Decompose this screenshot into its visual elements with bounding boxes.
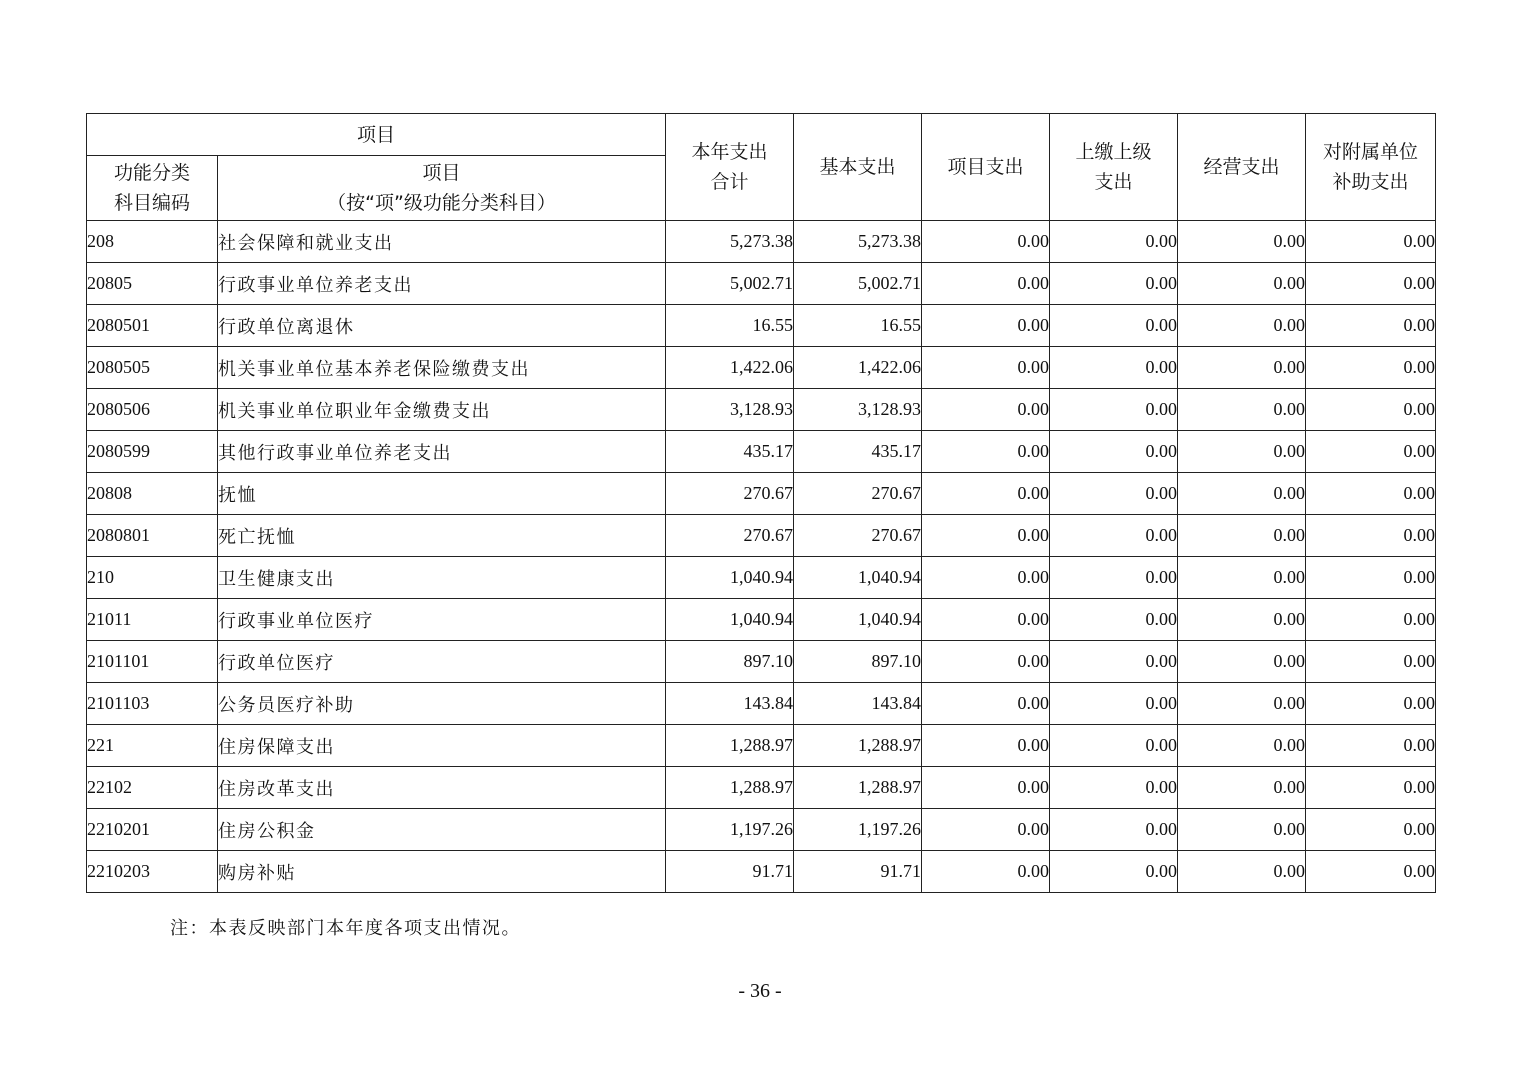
cell-name: 机关事业单位职业年金缴费支出 bbox=[218, 389, 666, 431]
cell-business: 0.00 bbox=[1178, 347, 1306, 389]
cell-subsidy: 0.00 bbox=[1306, 221, 1436, 263]
cell-code: 2210201 bbox=[87, 809, 218, 851]
cell-total: 897.10 bbox=[666, 641, 794, 683]
cell-total: 1,040.94 bbox=[666, 599, 794, 641]
cell-upper: 0.00 bbox=[1050, 767, 1178, 809]
table-row bbox=[87, 221, 1436, 263]
cell-name: 住房改革支出 bbox=[218, 767, 666, 809]
header-business: 经营支出 bbox=[1178, 114, 1306, 221]
header-name: 项目 （按“项”级功能分类科目） bbox=[218, 156, 666, 221]
cell-upper: 0.00 bbox=[1050, 515, 1178, 557]
cell-code: 2080501 bbox=[87, 305, 218, 347]
cell-subsidy: 0.00 bbox=[1306, 599, 1436, 641]
table-row bbox=[87, 347, 1436, 389]
cell-name: 行政事业单位医疗 bbox=[218, 599, 666, 641]
cell-business: 0.00 bbox=[1178, 809, 1306, 851]
cell-name: 住房公积金 bbox=[218, 809, 666, 851]
cell-total: 1,288.97 bbox=[666, 767, 794, 809]
cell-total: 16.55 bbox=[666, 305, 794, 347]
cell-subsidy: 0.00 bbox=[1306, 389, 1436, 431]
cell-basic: 1,288.97 bbox=[794, 767, 922, 809]
cell-upper: 0.00 bbox=[1050, 347, 1178, 389]
cell-basic: 5,002.71 bbox=[794, 263, 922, 305]
cell-basic: 3,128.93 bbox=[794, 389, 922, 431]
expenditure-table bbox=[86, 113, 1436, 893]
cell-upper: 0.00 bbox=[1050, 431, 1178, 473]
cell-upper: 0.00 bbox=[1050, 473, 1178, 515]
cell-project: 0.00 bbox=[922, 557, 1050, 599]
cell-total: 1,197.26 bbox=[666, 809, 794, 851]
cell-basic: 143.84 bbox=[794, 683, 922, 725]
cell-name: 行政单位医疗 bbox=[218, 641, 666, 683]
cell-subsidy: 0.00 bbox=[1306, 305, 1436, 347]
cell-subsidy: 0.00 bbox=[1306, 515, 1436, 557]
cell-subsidy: 0.00 bbox=[1306, 683, 1436, 725]
cell-upper: 0.00 bbox=[1050, 683, 1178, 725]
cell-business: 0.00 bbox=[1178, 557, 1306, 599]
table-row bbox=[87, 431, 1436, 473]
cell-business: 0.00 bbox=[1178, 221, 1306, 263]
cell-basic: 1,040.94 bbox=[794, 599, 922, 641]
table-row bbox=[87, 851, 1436, 893]
cell-subsidy: 0.00 bbox=[1306, 263, 1436, 305]
cell-code: 2210203 bbox=[87, 851, 218, 893]
cell-basic: 435.17 bbox=[794, 431, 922, 473]
table-row bbox=[87, 557, 1436, 599]
cell-project: 0.00 bbox=[922, 767, 1050, 809]
cell-code: 210 bbox=[87, 557, 218, 599]
cell-subsidy: 0.00 bbox=[1306, 725, 1436, 767]
cell-total: 1,288.97 bbox=[666, 725, 794, 767]
cell-business: 0.00 bbox=[1178, 473, 1306, 515]
cell-basic: 91.71 bbox=[794, 851, 922, 893]
table-row bbox=[87, 809, 1436, 851]
cell-total: 270.67 bbox=[666, 515, 794, 557]
header-subsidy: 对附属单位 补助支出 bbox=[1306, 114, 1436, 221]
cell-subsidy: 0.00 bbox=[1306, 809, 1436, 851]
cell-upper: 0.00 bbox=[1050, 599, 1178, 641]
cell-subsidy: 0.00 bbox=[1306, 557, 1436, 599]
cell-code: 22102 bbox=[87, 767, 218, 809]
cell-project: 0.00 bbox=[922, 431, 1050, 473]
cell-name: 购房补贴 bbox=[218, 851, 666, 893]
cell-project: 0.00 bbox=[922, 851, 1050, 893]
cell-subsidy: 0.00 bbox=[1306, 851, 1436, 893]
cell-project: 0.00 bbox=[922, 347, 1050, 389]
cell-name: 社会保障和就业支出 bbox=[218, 221, 666, 263]
cell-name: 行政事业单位养老支出 bbox=[218, 263, 666, 305]
cell-code: 2080599 bbox=[87, 431, 218, 473]
header-project: 项目支出 bbox=[922, 114, 1050, 221]
cell-total: 1,422.06 bbox=[666, 347, 794, 389]
cell-business: 0.00 bbox=[1178, 851, 1306, 893]
cell-business: 0.00 bbox=[1178, 389, 1306, 431]
cell-project: 0.00 bbox=[922, 515, 1050, 557]
cell-code: 208 bbox=[87, 221, 218, 263]
table-note: 注：本表反映部门本年度各项支出情况。 bbox=[170, 918, 521, 939]
cell-business: 0.00 bbox=[1178, 725, 1306, 767]
cell-basic: 1,288.97 bbox=[794, 725, 922, 767]
cell-name: 其他行政事业单位养老支出 bbox=[218, 431, 666, 473]
page-number: - 36 - bbox=[738, 980, 782, 1002]
cell-basic: 5,273.38 bbox=[794, 221, 922, 263]
table-row bbox=[87, 389, 1436, 431]
table-row bbox=[87, 515, 1436, 557]
cell-total: 5,273.38 bbox=[666, 221, 794, 263]
cell-project: 0.00 bbox=[922, 683, 1050, 725]
cell-business: 0.00 bbox=[1178, 431, 1306, 473]
cell-basic: 1,422.06 bbox=[794, 347, 922, 389]
header-upper: 上缴上级 支出 bbox=[1050, 114, 1178, 221]
cell-basic: 1,040.94 bbox=[794, 557, 922, 599]
cell-code: 2101101 bbox=[87, 641, 218, 683]
cell-subsidy: 0.00 bbox=[1306, 641, 1436, 683]
cell-code: 2080801 bbox=[87, 515, 218, 557]
cell-total: 270.67 bbox=[666, 473, 794, 515]
table-row bbox=[87, 725, 1436, 767]
cell-upper: 0.00 bbox=[1050, 851, 1178, 893]
cell-name: 机关事业单位基本养老保险缴费支出 bbox=[218, 347, 666, 389]
cell-subsidy: 0.00 bbox=[1306, 347, 1436, 389]
cell-total: 435.17 bbox=[666, 431, 794, 473]
cell-upper: 0.00 bbox=[1050, 305, 1178, 347]
cell-business: 0.00 bbox=[1178, 305, 1306, 347]
cell-name: 公务员医疗补助 bbox=[218, 683, 666, 725]
cell-total: 91.71 bbox=[666, 851, 794, 893]
cell-basic: 897.10 bbox=[794, 641, 922, 683]
header-item-group: 项目 bbox=[87, 114, 666, 156]
cell-name: 死亡抚恤 bbox=[218, 515, 666, 557]
cell-business: 0.00 bbox=[1178, 599, 1306, 641]
cell-total: 143.84 bbox=[666, 683, 794, 725]
cell-subsidy: 0.00 bbox=[1306, 431, 1436, 473]
cell-upper: 0.00 bbox=[1050, 725, 1178, 767]
table-row bbox=[87, 305, 1436, 347]
table-row bbox=[87, 641, 1436, 683]
cell-code: 221 bbox=[87, 725, 218, 767]
cell-basic: 1,197.26 bbox=[794, 809, 922, 851]
cell-business: 0.00 bbox=[1178, 515, 1306, 557]
table-row bbox=[87, 599, 1436, 641]
cell-code: 2080505 bbox=[87, 347, 218, 389]
cell-project: 0.00 bbox=[922, 725, 1050, 767]
cell-basic: 270.67 bbox=[794, 515, 922, 557]
cell-total: 1,040.94 bbox=[666, 557, 794, 599]
header-basic: 基本支出 bbox=[794, 114, 922, 221]
cell-project: 0.00 bbox=[922, 473, 1050, 515]
cell-total: 3,128.93 bbox=[666, 389, 794, 431]
cell-project: 0.00 bbox=[922, 599, 1050, 641]
cell-project: 0.00 bbox=[922, 389, 1050, 431]
cell-project: 0.00 bbox=[922, 221, 1050, 263]
cell-business: 0.00 bbox=[1178, 263, 1306, 305]
cell-name: 住房保障支出 bbox=[218, 725, 666, 767]
cell-project: 0.00 bbox=[922, 809, 1050, 851]
cell-code: 21011 bbox=[87, 599, 218, 641]
header-code: 功能分类 科目编码 bbox=[87, 156, 218, 221]
cell-business: 0.00 bbox=[1178, 767, 1306, 809]
cell-name: 抚恤 bbox=[218, 473, 666, 515]
cell-total: 5,002.71 bbox=[666, 263, 794, 305]
cell-subsidy: 0.00 bbox=[1306, 473, 1436, 515]
table-row bbox=[87, 263, 1436, 305]
cell-upper: 0.00 bbox=[1050, 641, 1178, 683]
cell-code: 20805 bbox=[87, 263, 218, 305]
cell-project: 0.00 bbox=[922, 641, 1050, 683]
cell-upper: 0.00 bbox=[1050, 389, 1178, 431]
cell-project: 0.00 bbox=[922, 263, 1050, 305]
table-row bbox=[87, 683, 1436, 725]
cell-code: 2080506 bbox=[87, 389, 218, 431]
table-row bbox=[87, 767, 1436, 809]
cell-basic: 270.67 bbox=[794, 473, 922, 515]
cell-business: 0.00 bbox=[1178, 683, 1306, 725]
cell-name: 行政单位离退休 bbox=[218, 305, 666, 347]
table-row bbox=[87, 473, 1436, 515]
cell-project: 0.00 bbox=[922, 305, 1050, 347]
cell-code: 2101103 bbox=[87, 683, 218, 725]
cell-basic: 16.55 bbox=[794, 305, 922, 347]
cell-subsidy: 0.00 bbox=[1306, 767, 1436, 809]
table-body bbox=[87, 221, 1436, 893]
cell-name: 卫生健康支出 bbox=[218, 557, 666, 599]
cell-upper: 0.00 bbox=[1050, 809, 1178, 851]
cell-business: 0.00 bbox=[1178, 641, 1306, 683]
cell-upper: 0.00 bbox=[1050, 263, 1178, 305]
cell-upper: 0.00 bbox=[1050, 557, 1178, 599]
cell-upper: 0.00 bbox=[1050, 221, 1178, 263]
cell-code: 20808 bbox=[87, 473, 218, 515]
header-total: 本年支出 合计 bbox=[666, 114, 794, 221]
